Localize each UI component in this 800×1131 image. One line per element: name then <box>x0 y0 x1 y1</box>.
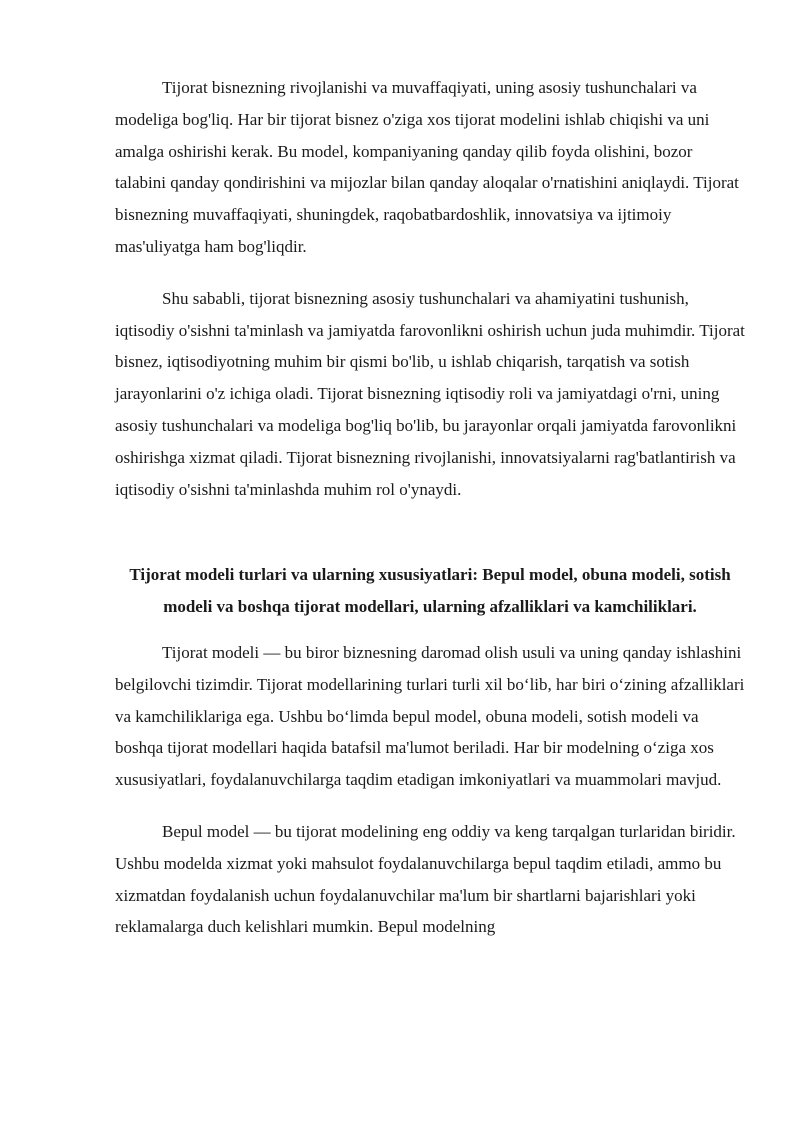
paragraph: Bepul model — bu tijorat modelining eng oddiy va keng tarqalgan turlaridan biridir. Ushbu modelda xizmat yoki mahsulot foydalanuvchilarga bepul taqdim etiladi, ammo bu xizmatdan foydalanish uchun foydalanuvchilar ma'lum bir shartlarni bajarishlari yoki reklamalarga duch kelishlari mumkin. Bepul modelning <box>115 821 736 937</box>
paragraph: Tijorat modeli — bu biror biznesning daromad olish usuli va uning qanday ishlashini belgilovchi tizimdir. Tijorat modellarining turlari turli xil bo‘lib, har biri o‘zining afzalliklari va kamchiliklariga ega. Ushbu bo‘limda bepul model, obuna modeli, sotish modeli va boshqa tijorat modellari haqida batafsil ma'lumot beriladi. Har bir modelning o‘ziga xos xususiyatlari, foydalanuvchilarga taqdim etadigan imkoniyatlari va muammolari mavjud. <box>115 642 745 790</box>
paragraph: Shu sababli, tijorat bisnezning asosiy tushunchalari va ahamiyatini tushunish, iqtisodiy o'sishni ta'minlash va jamiyatda farovonlikni oshirish uchun juda muhimdir. Tijorat bisnez, iqtisodiyotning muhim bir qismi bo'lib, u ishlab chiqarish, tarqatish va sotish jarayonlarini o'z ichiga oladi. Tijorat bisnezning iqtisodiy roli va jamiyatdagi o'rni, uning asosiy tushunchalari va modeliga bog'liq bo'lib, bu jarayonlar orqali jamiyatda farovonlikni oshirishga xizmat qiladi. Tijorat bisnezning rivojlanishi, innovatsiyalarni rag'batlantirish va iqtisodiy o'sishni ta'minlashda muhim rol o'ynaydi. <box>115 288 745 499</box>
section-heading: Tijorat modeli turlari va ularning xususiyatlari: Bepul model, obuna modeli, sotish modeli va boshqa tijorat modellari, ularning afzalliklari va kamchiliklari. <box>129 565 731 617</box>
document-body <box>115 72 745 943</box>
paragraph: Tijorat bisnezning rivojlanishi va muvaffaqiyati, uning asosiy tushunchalari va modeliga bog'liq. Har bir tijorat bisnez o'ziga xos tijorat modelini ishlab chiqishi va uni amalga oshirishi kerak. Bu model, kompaniyaning qanday qilib foyda olishini, bozor talabini qanday qondirishini va mijozlar bilan qanday aloqalar o'rnatishini aniqlaydi. Tijorat bisnezning muvaffaqiyati, shuningdek, raqobatbardoshlik, innovatsiya va ijtimoiy mas'uliyatga ham bog'liqdir. <box>115 78 739 256</box>
